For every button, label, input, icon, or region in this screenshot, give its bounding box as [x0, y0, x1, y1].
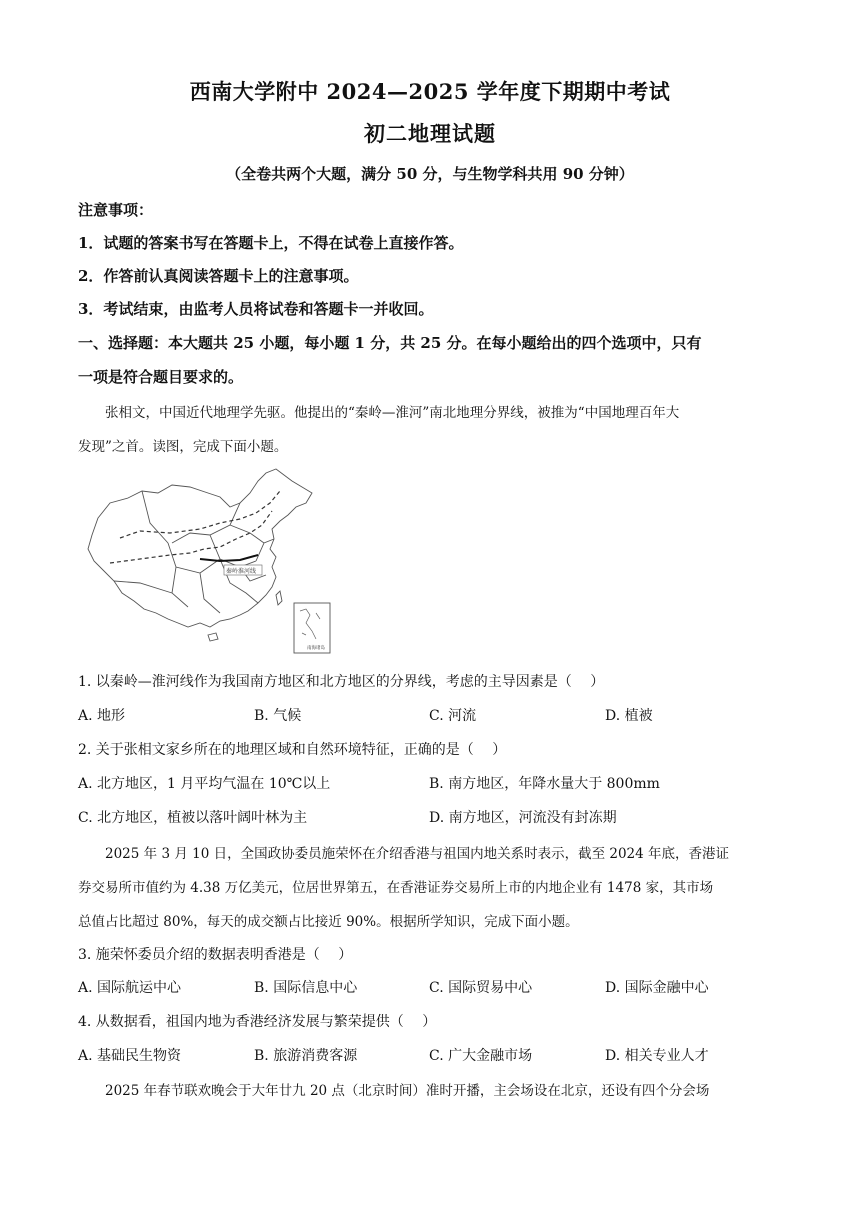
- option-c[interactable]: C. 国际贸易中心: [429, 980, 533, 996]
- qinling-huaihe-label: 秦岭淮河线: [226, 568, 257, 575]
- question-stem: 3. 施荣怀委员介绍的数据表明香港是（ ）: [78, 947, 353, 963]
- passage-text: 2025 年春节联欢晚会于大年廿九 20 点（北京时间）准时开播，主会场设在北京，还设有四个分会场: [105, 1083, 710, 1099]
- option-d[interactable]: D. 国际金融中心: [605, 980, 709, 996]
- question-stem: 2. 关于张相文家乡所在的地理区域和自然环境特征，正确的是（ ）: [78, 742, 507, 758]
- option-b[interactable]: B. 国际信息中心: [254, 980, 358, 996]
- option-a[interactable]: A. 国际航运中心: [78, 980, 182, 996]
- option-b[interactable]: B. 南方地区，年降水量大于 800mm: [429, 776, 660, 792]
- option-d[interactable]: D. 南方地区，河流没有封冻期: [429, 810, 617, 826]
- option-d[interactable]: D. 植被: [605, 708, 653, 724]
- passage-text: 张相文，中国近代地理学先驱。他提出的“秦岭—淮河”南北地理分界线，被推为“中国地理百年大: [105, 405, 680, 421]
- notice-item: 1．试题的答案书写在答题卡上，不得在试卷上直接作答。: [78, 234, 464, 252]
- option-c[interactable]: C. 北方地区，植被以落叶阔叶林为主: [78, 810, 308, 826]
- question-stem: 1. 以秦岭—淮河线作为我国南方地区和北方地区的分界线，考虑的主导因素是（ ）: [78, 674, 605, 690]
- option-a[interactable]: A. 地形: [78, 708, 126, 724]
- south-china-sea-label: 南海诸岛: [307, 646, 325, 651]
- china-map-figure: [80, 463, 342, 657]
- notice-heading: 注意事项：: [78, 201, 154, 219]
- notice-item: 2．作答前认真阅读答题卡上的注意事项。: [78, 267, 359, 285]
- exam-subtitle: 初二地理试题: [364, 121, 496, 146]
- section-heading: 一、选择题：本大题共 25 小题，每小题 1 分，共 25 分。在每小题给出的四个选项中，只有: [78, 334, 702, 352]
- hainan-island: [208, 633, 218, 641]
- exam-note: （全卷共两个大题，满分 50 分，与生物学科共用 90 分钟）: [226, 165, 634, 183]
- option-a[interactable]: A. 基础民生物资: [78, 1048, 182, 1064]
- passage-text: 发现”之首。读图，完成下面小题。: [78, 439, 288, 455]
- qinling-huaihe-line: [200, 555, 258, 561]
- option-a[interactable]: A. 北方地区，1 月平均气温在 10℃以上: [78, 776, 331, 792]
- question-stem: 4. 从数据看，祖国内地为香港经济发展与繁荣提供（ ）: [78, 1014, 437, 1030]
- notice-item: 3．考试结束，由监考人员将试卷和答题卡一并收回。: [78, 300, 434, 318]
- passage-text: 2025 年 3 月 10 日，全国政协委员施荣怀在介绍香港与祖国内地关系时表示，截至 2024 年底，香港证: [105, 846, 730, 862]
- section-heading: 一项是符合题目要求的。: [78, 368, 244, 386]
- taiwan-island: [276, 591, 282, 605]
- passage-text: 总值占比超过 80%，每天的成交额占比接近 90%。根据所学知识，完成下面小题。: [78, 914, 579, 930]
- south-china-sea-inset: [294, 603, 330, 653]
- option-c[interactable]: C. 河流: [429, 708, 477, 724]
- option-d[interactable]: D. 相关专业人才: [605, 1048, 709, 1064]
- temperature-line: [110, 511, 272, 563]
- exam-title: 西南大学附中 2024—2025 学年度下期期中考试: [189, 79, 671, 104]
- option-b[interactable]: B. 旅游消费客源: [254, 1048, 358, 1064]
- option-b[interactable]: B. 气候: [254, 708, 302, 724]
- option-c[interactable]: C. 广大金融市场: [429, 1048, 533, 1064]
- passage-text: 券交易所市值约为 4.38 万亿美元，位居世界第五，在香港证券交易所上市的内地企业有 1478 家，其市场: [78, 880, 714, 896]
